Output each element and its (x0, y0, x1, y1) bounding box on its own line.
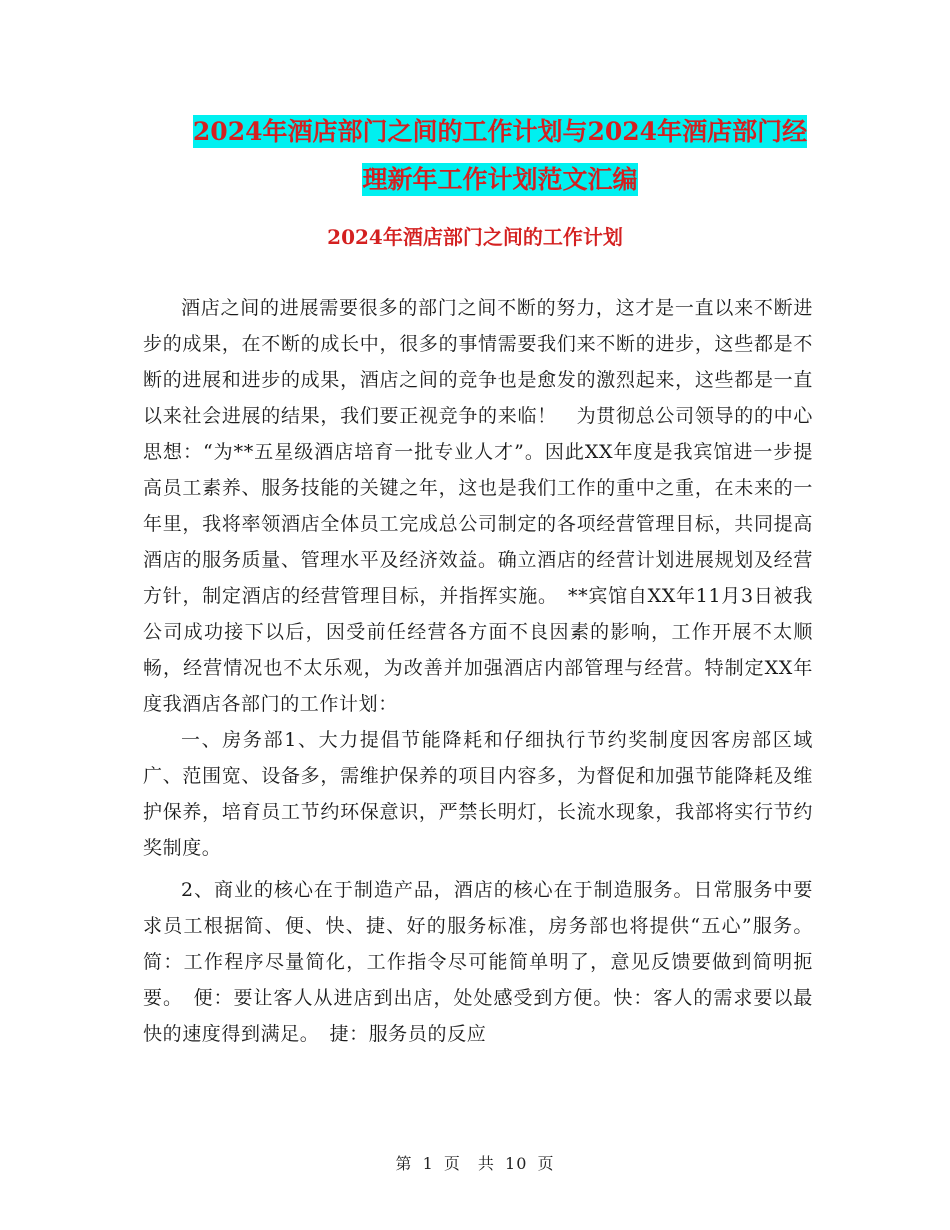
paragraph-intro: 酒店之间的进展需要很多的部门之间不断的努力，这才是一直以来不断进步的成果，在不断的成长中，很多的事情需要我们来不断的进步，这些都是不断的进展和进步的成果，酒店之间的竞争也是愈发的激烈起来，这些都是一直以来社会进展的结果，我们要正视竞争的来临！ 为贯彻总公司领导的的中心思想：“为**五星级酒店培育一批专业人才”。因此XX年度是我宾馆进一步提高员工素养、服务技能的关键之年，这也是我们工作的重中之重，在未来的一年里，我将率领酒店全体员工完成总公司制定的各项经营管理目标，共同提高酒店的服务质量、管理水平及经济效益。确立酒店的经营计划进展规划及经营方针，制定酒店的经营管理目标，并指挥实施。 **宾馆自XX年11月3日被我公司成功接下以后，因受前任经营各方面不良因素的影响，工作开展不太顺畅，经营情况也不太乐观，为改善并加强酒店内部管理与经营。特制定XX年度我酒店各部门的工作计划： (143, 297, 813, 715)
paragraph-housekeeping-1: 一、房务部1、大力提倡节能降耗和仔细执行节约奖制度因客房部区域广、范围宽、设备多，需维护保养的项目内容多，为督促和加强节能降耗及维护保养，培育员工节约环保意识，严禁长明灯，长流水现象，我部将实行节约奖制度。 (143, 729, 813, 859)
footer-current-page: 1 (422, 1154, 434, 1173)
footer-total-pages: 10 (505, 1154, 528, 1173)
document-title-line-1: 2024年酒店部门之间的工作计划与2024年酒店部门经 (192, 117, 808, 146)
page-footer (0, 1152, 950, 1176)
document-body (143, 290, 813, 1052)
document-title-line-2: 理新年工作计划范文汇编 (362, 165, 638, 194)
footer-prefix: 第 (395, 1154, 413, 1173)
document-title (140, 108, 860, 204)
footer-middle: 页 共 (443, 1154, 495, 1173)
footer-suffix: 页 (537, 1154, 555, 1173)
paragraph-housekeeping-2: 2、商业的核心在于制造产品，酒店的核心在于制造服务。日常服务中要求员工根据简、便、快、捷、好的服务标准，房务部也将提供“五心”服务。简：工作程序尽量简化，工作指令尽可能简单明了，意见反馈要做到简明扼要。 便：要让客人从进店到出店，处处感受到方便。快：客人的需求要以最快的速度得到满足。 捷：服务员的反应 (143, 879, 813, 1045)
section-title: 2024年酒店部门之间的工作计划 (327, 225, 623, 249)
